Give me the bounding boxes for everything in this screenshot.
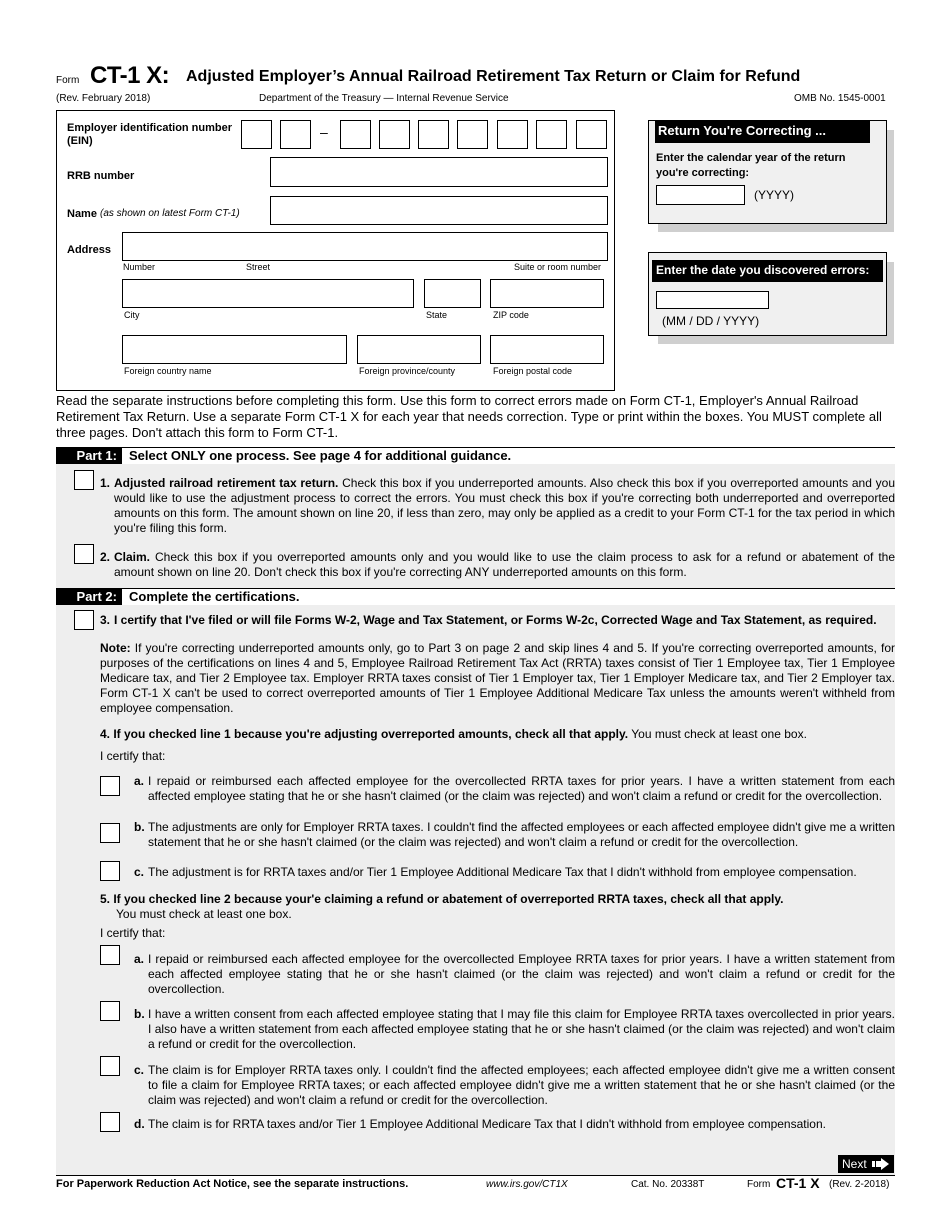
- note-body: If you're correcting underreported amounts only, go to Part 3 on page 2 and skip lines 4 and 5. If you're correcting overreported amounts, for purposes of the certifications on lines 4 and 5, Employee Railroad Retirement Tax Act (RRTA) taxes consist of Tier 1 Employee tax, Tier 1 Employee Medicare tax, and Tier 2 Employee tax. Employer RRTA taxes consist of Tier 1 Employer tax, Tier 1 Employer Medicare tax, and Tier 2 Employer tax. Form CT-1 X can't be used to correct overreported amounts of Tier 1 Employee Additional Medicare Tax unless the amounts weren't withheld from employee compensation.: [100, 641, 895, 715]
- foreign-province-label: Foreign province/county: [359, 366, 456, 376]
- city-field[interactable]: [122, 279, 414, 308]
- line4c-body: The adjustment is for RRTA taxes and/or Tier 1 Employee Additional Medicare Tax that I didn't withhold from employee compensation.: [148, 865, 857, 879]
- foreign-province-field[interactable]: [357, 335, 481, 364]
- catalog-number: Cat. No. 20338T: [631, 1179, 705, 1190]
- address-label: Address: [67, 244, 112, 256]
- form-word: Form: [56, 75, 80, 86]
- state-label: State: [426, 310, 448, 320]
- instructions-intro: Read the separate instructions before completing this form. Use this form to correct errors made on Form CT-1, Employer's Annual Railroad Retirement Tax Return. Use a separate Form CT-1 X for each year that needs correction. Type or print within the boxes. You MUST complete all three pages. Don't attach this form to Form CT-1.: [56, 393, 882, 440]
- part1-title: Select ONLY one process. See page 4 for additional guidance.: [129, 448, 512, 463]
- rrb-label: RRB number: [67, 170, 135, 182]
- ein-digit-5[interactable]: [418, 120, 449, 149]
- ein-digit-2[interactable]: [280, 120, 311, 149]
- line2-checkbox[interactable]: [74, 544, 94, 564]
- line4c-letter: c.: [134, 865, 145, 879]
- part2-title: Complete the certifications.: [129, 589, 300, 604]
- line5a-text: [134, 952, 895, 997]
- revision-date: (Rev. February 2018): [56, 93, 151, 104]
- line4b-letter: b.: [134, 820, 145, 834]
- footer-revision: (Rev. 2-2018): [829, 1179, 890, 1190]
- ein-digit-3[interactable]: [340, 120, 371, 149]
- footer-form-number: CT-1 X: [776, 1175, 820, 1191]
- note-label: Note:: [100, 641, 131, 655]
- line5-certify: I certify that:: [100, 926, 166, 940]
- next-arrow-icon: [872, 1158, 890, 1170]
- next-page-button[interactable]: [838, 1155, 894, 1173]
- part2-header: [56, 588, 895, 605]
- next-label: Next: [842, 1157, 867, 1171]
- irs-url: www.irs.gov/CT1X: [486, 1179, 568, 1190]
- correcting-year-field[interactable]: [656, 185, 745, 205]
- line5b-letter: b.: [134, 1007, 145, 1021]
- line5c-body: The claim is for Employer RRTA taxes only. I couldn't find the affected employees; each affected employee didn't give me a written consent to file a claim for Employee RRTA taxes; or each affected employee didn't give me a written statement that he or she hasn't claimed (or the claim was rejected) and won't claim a refund or credit for the overcollection.: [148, 1063, 895, 1107]
- line2-text: [100, 550, 895, 580]
- line2-number: 2.: [100, 550, 111, 564]
- line1-number: 1.: [100, 476, 111, 490]
- part2-label: Part 2:: [56, 589, 122, 605]
- discovered-date-field[interactable]: [656, 291, 769, 309]
- line3-note: [100, 641, 895, 716]
- line4b-text: [134, 820, 895, 850]
- zip-label: ZIP code: [493, 310, 529, 320]
- ein-digit-1[interactable]: [241, 120, 272, 149]
- year-format: (YYYY): [754, 188, 795, 202]
- line4-text: [100, 727, 895, 742]
- line4c-text: [134, 865, 895, 880]
- line1-body: Check this box if you underreported amounts. Also check this box if you overreported amounts and you would like to use the adjustment process to correct the errors. You must check this box if you're correcting both underreported and overreported amounts on this form. The amount shown on line 20, if less than zero, may only be applied as a credit to your Form CT-1 for the tax period in which you're filing this form.: [114, 476, 895, 535]
- line4-title: 4. If you checked line 1 because you're adjusting overreported amounts, check all that apply.: [100, 727, 629, 741]
- line5d-letter: d.: [134, 1117, 145, 1131]
- line5d-text: [134, 1117, 895, 1132]
- line5c-text: [134, 1063, 895, 1108]
- line5d-body: The claim is for RRTA taxes and/or Tier 1 Employee Additional Medicare Tax that I didn't withhold from employee compensation.: [148, 1117, 826, 1131]
- line4a-text: [134, 774, 895, 804]
- date-format: (MM / DD / YYYY): [662, 314, 760, 328]
- part1-header: [56, 447, 895, 464]
- line5-must: You must check at least one box.: [116, 907, 292, 921]
- line4c-checkbox[interactable]: [100, 861, 120, 881]
- ein-digit-4[interactable]: [379, 120, 410, 149]
- name-note: (as shown on latest Form CT-1): [100, 208, 240, 219]
- form-title: Adjusted Employer’s Annual Railroad Retirement Tax Return or Claim for Refund: [186, 68, 801, 85]
- line5d-checkbox[interactable]: [100, 1112, 120, 1132]
- foreign-postal-label: Foreign postal code: [493, 366, 573, 376]
- footer-form-word: Form: [747, 1179, 771, 1190]
- city-label: City: [124, 310, 140, 320]
- correcting-title: Return You're Correcting ...: [655, 120, 870, 143]
- line4a-checkbox[interactable]: [100, 776, 120, 796]
- name-label: Name: [67, 208, 97, 220]
- ein-dash: –: [320, 124, 328, 140]
- line5b-body: I have a written consent from each affected employee stating that I may file this claim for Employee RRTA taxes overcollected in prior years. I also have a written statement from each affected employee stating that he or she hasn't claimed (or the claim was rejected) and won't claim a refund or credit for the overcollection.: [148, 1007, 895, 1051]
- name-field[interactable]: [270, 196, 608, 225]
- part1-label: Part 1:: [56, 448, 122, 464]
- omb-number: OMB No. 1545-0001: [794, 93, 886, 104]
- line4b-body: The adjustments are only for Employer RRTA taxes. I couldn't find the affected employees or each affected employee didn't give me a written statement that he or she hasn't claimed (or the claim was rejected) and won't claim a refund or credit for the overcollection.: [148, 820, 895, 849]
- state-field[interactable]: [424, 279, 481, 308]
- line2-body: Check this box if you overreported amounts only and you would like to use the claim process to ask for a refund or abatement of the amount shown on line 20. Don't check this box if you're correcting ANY underreported amounts on this form.: [114, 550, 896, 579]
- line5a-checkbox[interactable]: [100, 945, 120, 965]
- line5-title: 5. If you checked line 2 because your'e claiming a refund or abatement of overreported RRTA taxes, check all that apply.: [100, 892, 784, 906]
- street-address-field[interactable]: [122, 232, 608, 261]
- foreign-country-field[interactable]: [122, 335, 347, 364]
- line3-number: 3.: [100, 613, 111, 627]
- foreign-country-label: Foreign country name: [124, 366, 212, 376]
- footer-rule: [56, 1175, 895, 1176]
- line4b-checkbox[interactable]: [100, 823, 120, 843]
- foreign-postal-field[interactable]: [490, 335, 604, 364]
- line3-checkbox[interactable]: [74, 610, 94, 630]
- ein-digit-6[interactable]: [457, 120, 488, 149]
- line4-body: You must check at least one box.: [631, 727, 807, 741]
- line1-text: [100, 476, 895, 536]
- number-label: Number: [123, 262, 156, 272]
- ein-digit-8[interactable]: [536, 120, 567, 149]
- street-label: Street: [246, 262, 271, 272]
- department: Department of the Treasury — Internal Revenue Service: [259, 93, 509, 104]
- line5c-letter: c.: [134, 1063, 145, 1077]
- rrb-number-field[interactable]: [270, 157, 608, 187]
- line3-text: [100, 613, 895, 628]
- ein-label: Employer identification number (EIN): [67, 122, 233, 147]
- zip-field[interactable]: [490, 279, 604, 308]
- line5a-body: I repaid or reimbursed each affected employee for the overcollected Employee RRTA taxes for prior years. I have a written statement from each affected employee stating that he or she hasn't claimed (or the claim was rejected) and won't claim a refund or credit for the overcollection.: [148, 952, 895, 996]
- discovered-title: Enter the date you discovered errors:: [652, 260, 883, 282]
- line1-title: Adjusted railroad retirement tax return.: [114, 476, 339, 490]
- ein-digit-7[interactable]: [497, 120, 528, 149]
- form-number: CT-1 X:: [90, 62, 170, 89]
- line1-checkbox[interactable]: [74, 470, 94, 490]
- line5-text: [100, 892, 895, 907]
- line5b-text: [134, 1007, 895, 1052]
- suite-label: Suite or room number: [514, 262, 602, 272]
- line4a-body: I repaid or reimbursed each affected employee for the overcollected RRTA taxes for prior years. I have a written statement from each affected employee stating that he or she hasn't claimed (or the claim was rejected) and won't claim a refund or credit for the overcollection.: [148, 774, 895, 803]
- ein-digit-9[interactable]: [576, 120, 607, 149]
- line5c-checkbox[interactable]: [100, 1056, 120, 1076]
- line5b-checkbox[interactable]: [100, 1001, 120, 1021]
- line2-title: Claim.: [114, 550, 151, 564]
- line4a-letter: a.: [134, 774, 145, 788]
- line4-certify: I certify that:: [100, 749, 166, 763]
- line5a-letter: a.: [134, 952, 145, 966]
- correcting-prompt: Enter the calendar year of the return you're correcting:: [656, 152, 846, 179]
- line3-title: I certify that I've filed or will file Forms W-2, Wage and Tax Statement, or Forms W-2c, Corrected Wage and Tax Statement, as required.: [114, 613, 877, 627]
- paperwork-notice: For Paperwork Reduction Act Notice, see the separate instructions.: [56, 1178, 409, 1190]
